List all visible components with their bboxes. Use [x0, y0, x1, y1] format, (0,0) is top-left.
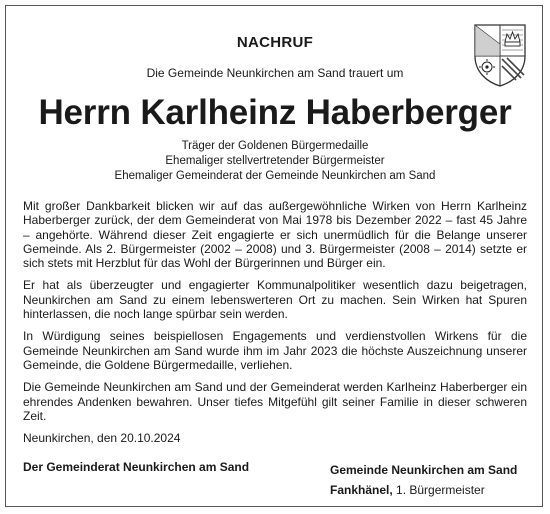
honor-title: Träger der Goldenen Bürgermedaille — [181, 140, 369, 152]
honor-title: Ehemaliger stellvertretender Bürgermeister — [165, 155, 385, 167]
notice-heading: NACHRUF — [236, 34, 314, 51]
mayor-name: Fankhänel, — [330, 483, 393, 497]
honor-titles — [0, 139, 550, 184]
body-paragraph: Die Gemeinde Neunkirchen am Sand und der Gemeinderat werden Karlheinz Haberberger ein ehrendes Andenken bewahren. Unser tiefes Mitgefühl gilt seiner Familie in dieser schweren Zeit. — [23, 380, 527, 423]
mayor-title: 1. Bürgermeister — [396, 483, 485, 497]
body-paragraph: In Würdigung seines beispiellosen Engagements und verdienstvollen Wirkens für die Gemeinde Neunkirchen am Sand wurde ihm im Jahr 2023 die höchste Auszeichnung unserer Gemeinde, die Goldene Bürgermedaille, verliehen. — [23, 329, 527, 372]
signature-municipality — [330, 460, 517, 500]
intro-line: Die Gemeinde Neunkirchen am Sand trauert um — [146, 66, 404, 80]
signature-council: Der Gemeinderat Neunkirchen am Sand — [23, 460, 250, 474]
obituary-body — [23, 199, 527, 431]
honor-title: Ehemaliger Gemeinderat der Gemeinde Neunkirchen am Sand — [114, 170, 436, 182]
body-paragraph: Mit großer Dankbarkeit blicken wir auf das außergewöhnliche Wirken von Herrn Karlheinz Haberberger zurück, der dem Gemeinderat von Mai 1978 bis Dezember 2022 – fast 45 Jahre – angehörte. Während dieser Zeit engagierte er sich unermüdlich für die Belange unserer Gemeinde. Als 2. Bürgermeister (2002 – 2008) und 3. Bürgermeister (2008 – 2014) setzte er sich stets mit Herzblut für das Wohl der Bürgerinnen und Bürger ein. — [23, 199, 527, 271]
deceased-name: Herrn Karlheinz Haberberger — [38, 93, 512, 132]
signature-org: Gemeinde Neunkirchen am Sand — [330, 463, 518, 477]
body-paragraph: Er hat als überzeugter und engagierter Kommunalpolitiker wesentlich dazu beigetragen, Neunkirchen am Sand zu einem lebenswerteren Ort zu machen. Sein Wirken hat Spuren hinterlassen, die noch lange spürbar sein werden. — [23, 278, 527, 322]
place-and-date: Neunkirchen, den 20.10.2024 — [23, 431, 181, 445]
